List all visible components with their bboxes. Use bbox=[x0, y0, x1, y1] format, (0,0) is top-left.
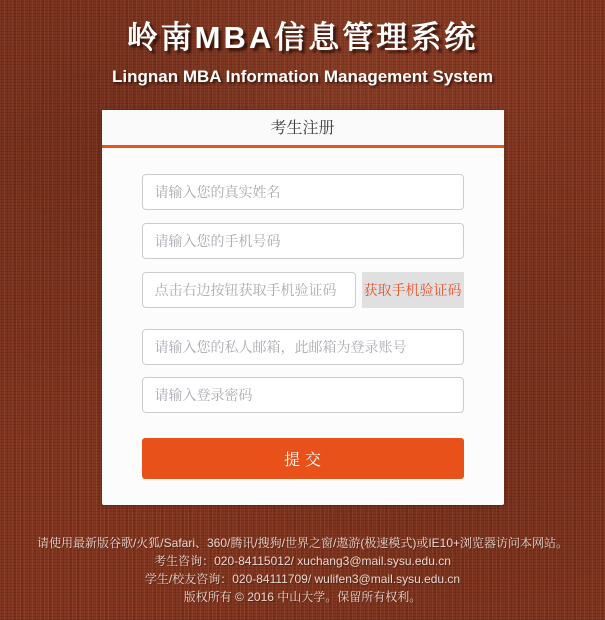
verification-code-input[interactable] bbox=[142, 272, 356, 308]
phone-row bbox=[142, 223, 464, 259]
name-row bbox=[142, 174, 464, 210]
masthead bbox=[0, 0, 605, 88]
email-row bbox=[142, 329, 464, 365]
candidate-contact: 考生咨询：020-84115012/ xuchang3@mail.sysu.edu.cn bbox=[154, 554, 451, 568]
submit-button[interactable]: 提交 bbox=[142, 438, 464, 479]
email-input[interactable] bbox=[142, 329, 464, 365]
registration-form bbox=[102, 148, 504, 505]
get-verification-code-button[interactable]: 获取手机验证码 bbox=[362, 272, 464, 308]
card-title: 考生注册 bbox=[102, 110, 504, 148]
password-input[interactable] bbox=[142, 377, 464, 413]
site-title-chinese: 岭南MBA信息管理系统 bbox=[126, 20, 479, 55]
page-footer bbox=[0, 534, 605, 606]
registration-card bbox=[102, 110, 504, 505]
real-name-input[interactable] bbox=[142, 174, 464, 210]
phone-number-input[interactable] bbox=[142, 223, 464, 259]
site-title-english: Lingnan MBA Information Management System bbox=[112, 67, 493, 86]
verification-code-row bbox=[142, 272, 464, 308]
copyright: 版权所有 © 2016 中山大学。保留所有权利。 bbox=[183, 590, 422, 604]
student-contact: 学生/校友咨询：020-84111709/ wulifen3@mail.sysu.edu.cn bbox=[144, 572, 461, 586]
browser-notice: 请使用最新版谷歌/火狐/Safari、360/腾讯/搜狗/世界之窗/遨游(极速模式)或IE10+浏览器访问本网站。 bbox=[36, 536, 569, 550]
password-row bbox=[142, 377, 464, 413]
